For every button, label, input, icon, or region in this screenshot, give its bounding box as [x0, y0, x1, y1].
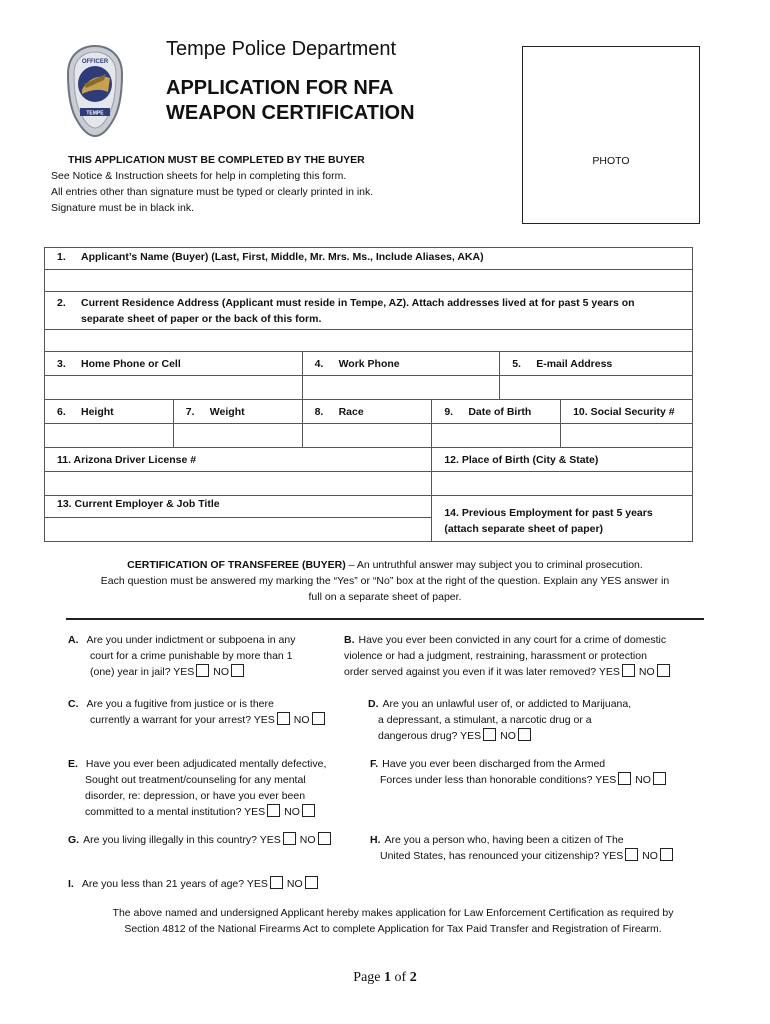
driver-license-input[interactable]: [45, 472, 432, 496]
place-of-birth-input[interactable]: [432, 472, 693, 496]
dob-input[interactable]: [432, 424, 561, 448]
question-f-no-checkbox[interactable]: [653, 772, 666, 785]
question-g-yes-checkbox[interactable]: [283, 832, 296, 845]
instruction-line-1: See Notice & Instruction sheets for help in completing this form.: [51, 170, 347, 182]
no-label: NO: [638, 666, 655, 678]
certification-heading: CERTIFICATION OF TRANSFEREE (BUYER) – An untruthful answer may subject you to criminal prosecution.: [127, 559, 643, 571]
department-name: Tempe Police Department: [166, 38, 397, 60]
question-d: D. Are you an unlawful user of, or addicted to Marijuana, a depressant, a stimulant, a narcotic drug or a dangerous drug? YES NO: [368, 698, 632, 742]
work-phone-input[interactable]: [302, 376, 500, 400]
question-e: E. Have you ever been adjudicated mentally defective, Sought out treatment/counseling for any mental disorder, re: depression, or have you ever been committed to a mental institution? YES NO: [68, 758, 327, 818]
closing-line-2: Section 4812 of the National Firearms Act to complete Application for Tax Paid Transfer and Registration of Firearm.: [124, 923, 662, 935]
field-2-label: 2. Current Residence Address (Applicant must reside in Tempe, AZ). Attach addresses lived at for past 5 years on separate sheet of paper or the back of this form.: [45, 292, 693, 330]
applicant-name-input[interactable]: [45, 270, 693, 292]
residence-address-input[interactable]: [45, 330, 693, 352]
no-label: NO: [635, 774, 651, 786]
closing-line-1: The above named and undersigned Applicant hereby makes application for Law Enforcement Certification as required by: [112, 907, 674, 919]
question-a-no-checkbox[interactable]: [231, 664, 244, 677]
question-a-yes-checkbox[interactable]: [196, 664, 209, 677]
field-6-label: 6. Height: [45, 400, 174, 424]
field-8-label: 8. Race: [302, 400, 432, 424]
field-11-label: 11. Arizona Driver License #: [45, 448, 432, 472]
no-label: NO: [213, 666, 230, 678]
form-title-line1: APPLICATION FOR NFA: [166, 77, 394, 99]
question-h-no-checkbox[interactable]: [660, 848, 673, 861]
height-input[interactable]: [45, 424, 174, 448]
certification-line-3: full on a separate sheet of paper.: [308, 591, 462, 603]
field-3-label: 3. Home Phone or Cell: [45, 352, 303, 376]
field-12-label: 12. Place of Birth (City & State): [432, 448, 693, 472]
applicant-info-table: [44, 247, 693, 542]
employer-cell[interactable]: [45, 496, 432, 542]
instruction-line-2: All entries other than signature must be typed or clearly printed in ink.: [51, 186, 374, 198]
question-h-yes-checkbox[interactable]: [625, 848, 638, 861]
no-label: NO: [299, 834, 316, 846]
question-b-no-checkbox[interactable]: [657, 664, 670, 677]
no-label: NO: [293, 714, 310, 726]
field-9-label: 9. Date of Birth: [432, 400, 561, 424]
badge-bottom-text: TEMPE: [86, 110, 104, 117]
question-a: A. Are you under indictment or subpoena in any court for a crime punishable by more than 1 (one) year in jail? YES NO: [68, 634, 296, 678]
home-phone-input[interactable]: [45, 376, 303, 400]
question-b-yes-checkbox[interactable]: [622, 664, 635, 677]
race-input[interactable]: [302, 424, 432, 448]
ssn-input[interactable]: [561, 424, 693, 448]
instructions-heading: THIS APPLICATION MUST BE COMPLETED BY THE BUYER: [68, 154, 365, 166]
question-h: H. Are you a person who, having been a citizen of The United States, has renounced your citizenship? YES NO: [370, 832, 677, 864]
badge-top-text: OFFICER: [81, 59, 109, 65]
question-e-yes-checkbox[interactable]: [267, 804, 280, 817]
question-c-yes-checkbox[interactable]: [277, 712, 290, 725]
question-e-no-checkbox[interactable]: [302, 804, 315, 817]
form-title: [166, 76, 486, 126]
form-title-line2: WEAPON CERTIFICATION: [166, 102, 415, 124]
field-1-label: 1. Applicant’s Name (Buyer) (Last, First, Middle, Mr. Mrs. Ms., Include Aliases, AKA): [45, 248, 693, 270]
question-c: C. Are you a fugitive from justice or is there currently a warrant for your arrest? YES NO: [68, 696, 329, 728]
question-g: G. Are you living illegally in this country? YES NO: [68, 832, 335, 848]
question-i-no-checkbox[interactable]: [305, 876, 318, 889]
field-10-label: 10. Social Security #: [561, 400, 693, 424]
question-i-yes-checkbox[interactable]: [270, 876, 283, 889]
instruction-line-3: Signature must be in black ink.: [51, 202, 194, 214]
no-label: NO: [284, 806, 300, 818]
weight-input[interactable]: [173, 424, 302, 448]
field-4-label: 4. Work Phone: [302, 352, 500, 376]
field-13-label: 13. Current Employer & Job Title: [45, 496, 431, 518]
question-i: I. Are you less than 21 years of age? YES NO: [68, 876, 322, 892]
field-7-label: 7. Weight: [173, 400, 302, 424]
question-f: F. Have you ever been discharged from the Armed Forces under less than honorable conditions? YES NO: [370, 756, 670, 788]
question-g-no-checkbox[interactable]: [318, 832, 331, 845]
no-label: NO: [642, 850, 658, 862]
photo-box[interactable]: [522, 46, 700, 224]
field-5-label: 5. E-mail Address: [500, 352, 693, 376]
question-d-yes-checkbox[interactable]: [483, 728, 496, 741]
email-input[interactable]: [500, 376, 693, 400]
question-f-yes-checkbox[interactable]: [618, 772, 631, 785]
page-number: Page 1 of 2: [353, 970, 417, 985]
police-badge-logo: [64, 44, 126, 138]
certification-line-2: Each question must be answered my marking the “Yes” or “No” box at the right of the question. Explain any YES answer in: [100, 575, 670, 587]
field-14-label: 14. Previous Employment for past 5 years (attach separate sheet of paper): [432, 496, 693, 542]
no-label: NO: [500, 730, 516, 742]
question-b: B. Have you ever been convicted in any court for a crime of domestic violence or had a judgment, restraining, harassment or protection order served against you even if it was later removed? YES NO: [344, 632, 674, 680]
no-label: NO: [286, 878, 303, 890]
section-divider: [66, 618, 704, 620]
photo-label: PHOTO: [592, 155, 630, 167]
question-d-no-checkbox[interactable]: [518, 728, 531, 741]
question-c-no-checkbox[interactable]: [312, 712, 325, 725]
